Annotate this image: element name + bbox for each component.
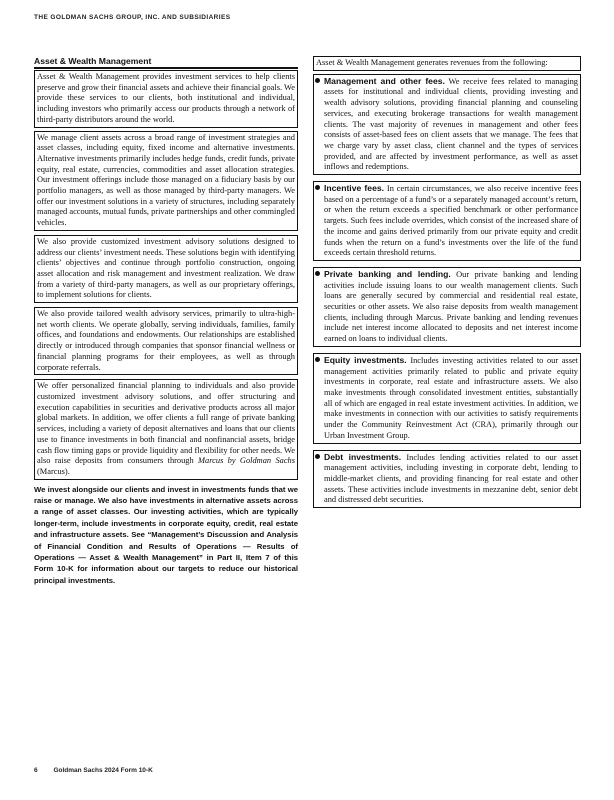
paragraph-investing-activities: We invest alongside our clients and invest in investments funds that we raise or manage. We also have investments in alternative assets across a range of asset classes. Our investing activities, which are typically longer-term, include investments in corporate equity, credit, real estate and infrastructure assets. See “Management’s Discussion and Analysis of Financial Condition and Results of Operations — Results of Operations — Asset & Wealth Management” in Part II, Item 7 of this Form 10-K for information about our targets to reduce our historical principal investments.: [34, 484, 298, 585]
marcus-brand-text: Marcus by Goldman Sachs: [198, 456, 296, 466]
bullet-debt-investments: [313, 450, 581, 509]
right-column: [313, 56, 581, 514]
revenue-intro: Asset & Wealth Management generates revenues from the following:: [313, 56, 581, 71]
bullet-icon: [315, 78, 320, 83]
bullet-text: In certain circumstances, we also receive incentive fees based on a percentage of a fund’s or a separately managed account’s return, or when the return exceeds a specified benchmark or other performance targets. Such fees include overrides, which consist of the increased share of the income and gains derived primarily from our private equity and credit funds when the return on a fund’s investments over the life of the fund exceeds certain threshold returns.: [324, 184, 579, 258]
section-title: Asset & Wealth Management: [34, 56, 298, 69]
paragraph-advisory-solutions: We also provide customized investment advisory solutions designed to address our clients’ investment needs. These solutions begin with identifying clients’ objectives and continue through portfolio construction, ongoing asset allocation and risk management and investment realization. We draw from a variety of third-party managers, as well as our proprietary offerings, to implement solutions for clients.: [34, 235, 298, 303]
bullet-icon: [315, 271, 320, 276]
paragraph-private-banking: [34, 379, 298, 479]
bullet-icon: [315, 454, 320, 459]
bullet-private-banking: [313, 267, 581, 347]
bullet-text: Includes lending activities related to our asset management activities, including investing in corporate debt, lending to middle-market clients, and providing financing for real estate and other assets. These activities include investments in mezzanine debt, senior debt and distressed debt securities.: [324, 452, 579, 505]
bullet-text: Our private banking and lending activities include issuing loans to our wealth management clients. Such loans are generally secured by commercial and residential real estate, securities or other assets. We also raise deposits from wealth management clients, including through Marcus. Private banking and lending revenues include net interest income allocated to deposits and net interest income earned on loans to individual clients.: [324, 269, 578, 344]
paragraph-private-banking-text: We offer personalized financial planning to individuals and also provide customized investment advisory solutions, and offer structuring and execution capabilities in securities and derivative products across all major global markets. In addition, we offer clients a full range of private banking services, including a variety of deposit alternatives and loans that our clients use to finance investments in both financial and nonfinancial assets, bridge cash flow timing gaps or provide liquidity and flexibility for other needs. We also raise deposits from consumers through: [37, 381, 295, 466]
left-column: [34, 56, 298, 586]
bullet-text: We receive fees related to managing assets for institutional and individual clients, providing investing and wealth advisory solutions, providing financial planning and counseling services, and executing brokerage transactions for wealth management clients. The vast majority of revenues in management and other fees consists of asset-based fees on client assets that we manage. The fees that we charge vary by asset class, client channel and the types of services provided, and are affected by investment performance, as well as asset inflows and redemptions.: [324, 76, 578, 172]
paragraph-wealth-advisory: We also provide tailored wealth advisory services, primarily to ultra-high-net worth clients. We operate globally, serving individuals, families, family offices, and foundations and endowments. Our relationships are established directly or introduced through companies that sponsor financial wellness or financial planning programs for their employees, as well as through corporate referrals.: [34, 307, 298, 375]
paragraph-overview: Asset & Wealth Management provides investment services to help clients preserve and grow their financial assets and achieve their financial goals. We provide these services to our clients, both institutional and individual, including investors who primarily access our products through a network of third-party distributors around the world.: [34, 70, 298, 128]
bullet-title: Management and other fees.: [324, 75, 445, 86]
bullet-icon: [315, 185, 320, 190]
bullet-title: Equity investments.: [324, 354, 407, 365]
bullet-equity-investments: [313, 353, 581, 444]
bullet-text: Includes investing activities related to our asset management activities primarily related to public and private equity investments in corporate, real estate and infrastructure assets. We also make investments through consolidated investment entities, substantially all of which are engaged in real estate investment activities. In addition, we make investments in connection with our activities to satisfy requirements under the Community Reinvestment Act (CRA), primarily through our Urban Investment Group.: [324, 355, 578, 440]
document-title: Goldman Sachs 2024 Form 10-K: [53, 767, 153, 774]
page-footer: [34, 767, 334, 774]
page-number: 6: [34, 767, 38, 774]
bullet-incentive-fees: [313, 181, 581, 261]
bullet-icon: [315, 357, 320, 362]
paragraph-client-assets: We manage client assets across a broad range of investment strategies and asset classes, including equity, fixed income and alternative investments. Alternative investments primarily includes hedge funds, credit funds, private equity, real estate, currencies, commodities and asset allocation strategies. Our investment offerings include those managed on a fiduciary basis by our portfolio managers, as well as those managed by third-party managers. We offer our investment solutions in a variety of structures, including separately managed accounts, mutual funds, private partnerships and other commingled vehicles.: [34, 131, 298, 231]
bullet-title: Private banking and lending.: [324, 268, 451, 279]
running-header: THE GOLDMAN SACHS GROUP, INC. AND SUBSIDIARIES: [34, 14, 231, 21]
bullet-title: Incentive fees.: [324, 183, 385, 194]
paragraph-private-banking-end: (Marcus).: [37, 466, 70, 476]
bullet-title: Debt investments.: [324, 451, 402, 462]
bullet-management-fees: [313, 74, 581, 175]
